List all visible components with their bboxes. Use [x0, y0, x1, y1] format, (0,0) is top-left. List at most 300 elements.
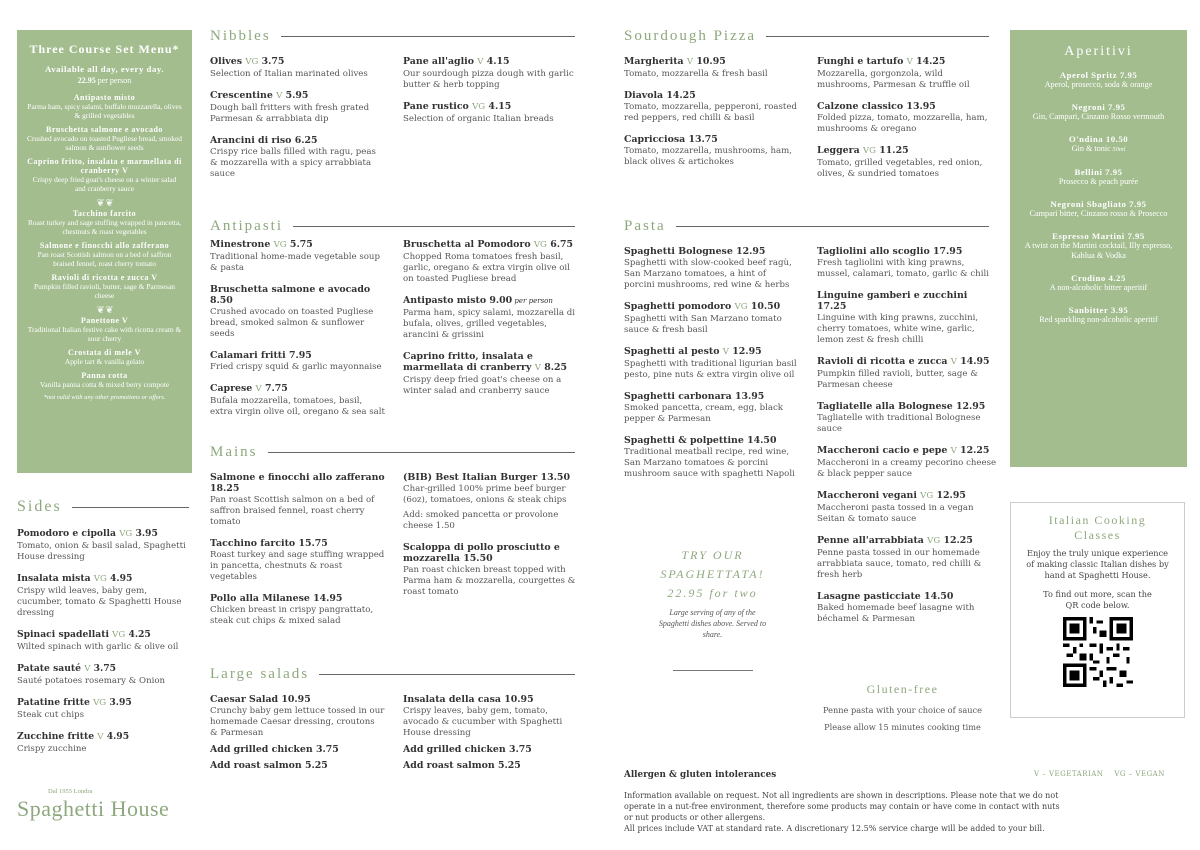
item-desc: Selection of organic Italian breads — [403, 114, 554, 124]
item-title: Margherita — [624, 56, 684, 67]
item-desc: Dough ball fritters with fresh grated Parmesan & arrabbiata dip — [210, 103, 370, 124]
item-desc: Penne pasta tossed in our homemade arrabbiata sauce, tomato, red chilli & fresh herb — [817, 548, 982, 580]
aperitivo-item — [1010, 102, 1187, 122]
item-name — [210, 90, 385, 102]
set-item-name: Bruschetta salmone e avocado — [46, 125, 163, 134]
menu-item — [624, 301, 799, 336]
menu-item — [403, 694, 578, 739]
aperitivo-price: 7.95 — [1127, 231, 1145, 241]
item-desc: Tomato, grilled vegetables, red onion, olives, & sundried tomatoes — [817, 158, 983, 179]
aperitivi-list — [1010, 70, 1187, 325]
aperitivo-desc — [1010, 315, 1187, 325]
set-menu-item — [17, 371, 192, 389]
item-price: 14.50 — [924, 591, 954, 602]
nibbles-left — [210, 56, 385, 190]
item-price: 12.95 — [736, 246, 766, 257]
aperitivo-measure: 50ml — [1110, 146, 1126, 153]
qr-code-icon[interactable] — [1063, 617, 1133, 687]
aperitivo-title: Negroni Sbagliato — [1050, 199, 1127, 209]
aperitivo-title: O'ndina — [1068, 134, 1104, 144]
item-desc: Pan roast Scottish salmon on a bed of saffron braised fennel, roast cherry tomato — [210, 495, 375, 527]
aperitivo-desc-text: Campari bitter, Cinzano rosso & Prosecco — [1029, 209, 1168, 218]
menu-item — [17, 573, 187, 619]
diet-tag: VG — [920, 491, 934, 501]
aperitivo-name — [1010, 102, 1187, 112]
item-price: 7.75 — [265, 383, 288, 394]
item-price: 14.25 — [916, 56, 946, 67]
menu-item — [624, 134, 799, 168]
item-name — [817, 490, 997, 502]
set-menu-starters — [17, 93, 192, 193]
item-name — [624, 301, 799, 313]
antipasti-header — [210, 218, 575, 235]
nibbles-right — [403, 56, 578, 135]
set-menu-item — [17, 348, 192, 366]
menu-item — [817, 56, 997, 91]
menu-item — [210, 383, 385, 418]
diet-tag: VG — [533, 240, 547, 250]
set-menu-item — [17, 157, 192, 193]
aperitivo-item — [1010, 231, 1187, 261]
set-item-name: Panna cotta — [81, 371, 128, 380]
item-name — [17, 629, 187, 641]
item-title: Penne all'arrabbiata — [817, 535, 924, 546]
item-title: Insalata della casa — [403, 694, 501, 705]
item-name — [403, 472, 578, 483]
item-desc: Fried crispy squid & garlic mayonnaise — [210, 362, 382, 372]
salads-header — [210, 666, 575, 683]
item-title: Tagliolini allo scoglio — [817, 246, 930, 257]
item-desc: Crispy wild leaves, baby gem, cucumber, tomato & Spaghetti House dressing — [17, 586, 182, 618]
item-desc: Spaghetti with traditional ligurian basil pesto, pine nuts & extra virgin olive oil — [624, 359, 797, 380]
set-menu-item — [17, 241, 192, 268]
item-desc: Steak cut chips — [17, 710, 85, 720]
menu-item — [624, 391, 799, 425]
item-price: 4.15 — [488, 101, 512, 112]
aperitivo-desc-text: A non-alcoholic bitter aperitif — [1049, 283, 1148, 292]
aperitivo-item — [1010, 134, 1187, 155]
aperitivo-name — [1010, 273, 1187, 283]
set-item-name: Ravioli di ricotta e zucca V — [51, 273, 158, 282]
item-extra: Add: smoked pancetta or provolone cheese 1.50 — [403, 510, 559, 531]
item-title: Lasagne pasticciate — [817, 591, 921, 602]
item-name — [403, 744, 578, 755]
aperitivo-name — [1010, 167, 1187, 177]
menu-item — [624, 346, 799, 381]
menu-item — [210, 593, 385, 627]
diet-tag: VG — [862, 146, 876, 156]
aperitivo-item — [1010, 70, 1187, 90]
item-price: 17.25 — [817, 301, 847, 312]
item-price: 10.95 — [696, 56, 726, 67]
diet-tag: V — [477, 57, 484, 67]
item-name — [403, 295, 578, 307]
menu-item — [17, 629, 187, 653]
menu-item — [624, 90, 799, 124]
item-price: 3.75 — [508, 744, 532, 755]
item-price: 5.25 — [497, 760, 521, 771]
item-name — [210, 135, 385, 146]
gluten-free-title: Gluten-free — [866, 682, 939, 696]
item-desc: Tomato, mozzarella, pepperoni, roasted red peppers, red chilli & basil — [624, 102, 797, 123]
allergen-title: Allergen & gluten intolerances — [624, 770, 777, 780]
item-price: 15.50 — [463, 553, 493, 564]
item-title: Spaghetti Bolognese — [624, 246, 733, 257]
item-name — [210, 383, 385, 395]
menu-item — [817, 101, 997, 135]
item-price: 13.95 — [906, 101, 936, 112]
item-title: Tacchino farcito — [210, 538, 296, 549]
item-title: Capricciosa — [624, 134, 686, 145]
item-price: 17.95 — [933, 246, 963, 257]
item-title: Patate sauté — [17, 663, 81, 674]
menu-item — [624, 435, 799, 480]
set-item-desc: Pumpkin filled ravioli, butter, sage & Parmesan cheese — [34, 282, 175, 300]
set-menu-subtitle: Available all day, every day. — [45, 64, 164, 74]
item-price: 3.95 — [109, 697, 132, 708]
menu-item — [403, 351, 578, 397]
aperitivo-price: 7.95 — [1129, 199, 1147, 209]
aperitivo-item — [1010, 273, 1187, 293]
item-name — [817, 591, 997, 602]
set-item-desc: Roast turkey and sage stuffing wrapped in pancetta, chestnuts & roast vegetables — [28, 218, 181, 236]
diet-tag: V — [255, 384, 262, 394]
menu-item — [624, 56, 799, 80]
item-price: 10.95 — [504, 694, 534, 705]
item-desc: Traditional meatball recipe, red wine, San Marzano tomatoes & porcini mushroom sauce with spaghetti Napoli — [624, 447, 795, 479]
diet-tag: V — [534, 363, 541, 373]
item-title: Maccheroni vegani — [817, 490, 917, 501]
item-price: 18.25 — [210, 483, 240, 494]
diet-tag: V — [722, 347, 729, 357]
item-title: Antipasto misto — [403, 295, 487, 306]
aperitivo-desc — [1010, 80, 1187, 90]
aperitivo-item — [1010, 199, 1187, 219]
item-desc: Tomato, onion & basil salad, Spaghetti House dressing — [17, 541, 186, 562]
set-item-desc: Parma ham, spicy salami, buffalo mozzarella, olives & grilled vegetables — [27, 102, 182, 120]
diet-tag: VG — [927, 536, 941, 546]
aperitivi-box — [1010, 30, 1187, 467]
item-name — [210, 760, 385, 771]
item-title: Pane all'aglio — [403, 56, 474, 67]
set-item-name: Tacchino farcito — [72, 209, 137, 218]
item-desc: Traditional home-made vegetable soup & pasta — [210, 252, 380, 273]
item-price: 15.75 — [298, 538, 328, 549]
aperitivo-title: Crodino — [1071, 273, 1106, 283]
menu-item — [403, 239, 578, 285]
item-price: 4.15 — [486, 56, 510, 67]
item-desc: Selection of Italian marinated olives — [210, 69, 368, 79]
aperitivo-price: 4.25 — [1108, 273, 1126, 283]
item-price: 7.95 — [288, 350, 312, 361]
set-menu-mains — [17, 209, 192, 300]
item-desc: Spaghetti with San Marzano tomato sauce & fresh basil — [624, 314, 782, 335]
diet-tag: VG — [112, 630, 126, 640]
item-title: Spaghetti & polpettine — [624, 435, 744, 446]
aperitivo-price: 7.95 — [1107, 102, 1126, 112]
aperitivo-desc — [1010, 177, 1187, 187]
cooking-cta: To find out more, scan the QR code below. — [1043, 589, 1152, 610]
pizza-right — [817, 56, 997, 190]
menu-item — [210, 350, 385, 373]
allergen-text1: Information available on request. Not all ingredients are shown in descriptions. Please note that we do not operate in a nut-free environment, therefore some products may contain or have come in contact with nuts or nut products or other allergens. — [624, 791, 1060, 822]
item-desc: Smoked pancetta, cream, egg, black pepper & Parmesan — [624, 403, 783, 424]
item-name — [403, 760, 578, 771]
mains-title: Mains — [210, 444, 258, 460]
item-desc: Tomato, mozzarella & fresh basil — [624, 69, 768, 79]
item-price: 5.25 — [304, 760, 328, 771]
spaghettata-divider — [673, 670, 753, 671]
item-name — [17, 697, 187, 709]
item-title: Diavola — [624, 90, 664, 101]
aperitivo-desc — [1010, 144, 1187, 155]
item-title: Salmone e finocchi allo zafferano — [210, 472, 385, 483]
diet-legend: V – VEGETARIAN VG – VEGAN — [1034, 770, 1165, 778]
set-menu-item — [17, 273, 192, 300]
aperitivo-desc-text: Gin, Campari, Cinzano Rosso vermouth — [1032, 112, 1165, 121]
item-title: Add grilled chicken — [210, 744, 313, 755]
item-name — [403, 542, 578, 564]
set-item-desc: Vanilla panna cotta & mixed berry compote — [39, 380, 170, 389]
item-name — [624, 435, 799, 446]
item-desc: Fresh tagliolini with king prawns, mussel, calamari, tomato, garlic & chili — [817, 258, 989, 279]
item-desc: Tomato, mozzarella, mushrooms, ham, black olives & artichokes — [624, 146, 793, 167]
menu-item — [210, 760, 385, 771]
sides-header — [17, 498, 189, 516]
menu-item — [17, 731, 187, 755]
pasta-left — [624, 246, 799, 490]
menu-item — [817, 535, 997, 581]
set-item-name: Caprino fritto, insalata e marmellata di cranberry V — [27, 157, 182, 175]
menu-item — [403, 101, 578, 125]
item-title: Bruschetta al Pomodoro — [403, 239, 531, 250]
aperitivo-name — [1010, 231, 1187, 241]
item-name — [817, 535, 997, 547]
item-title: Minestrone — [210, 239, 271, 250]
item-price: 14.95 — [313, 593, 343, 604]
item-name — [624, 56, 799, 68]
antipasti-title: Antipasti — [210, 218, 283, 234]
item-desc: Spaghetti with slow-cooked beef ragù, San Marzano tomatoes, a hint of porcini mushrooms, red wine & herbs — [624, 258, 792, 290]
item-name — [624, 346, 799, 358]
item-price: 3.95 — [135, 528, 158, 539]
menu-item — [817, 290, 997, 346]
item-name — [817, 445, 997, 457]
pizza-header — [624, 28, 989, 45]
item-price: 3.75 — [315, 744, 339, 755]
aperitivo-name — [1010, 199, 1187, 209]
pizza-left — [624, 56, 799, 178]
item-price: 12.95 — [955, 401, 986, 412]
menu-item — [403, 56, 578, 91]
item-name — [17, 573, 187, 585]
item-desc: Crunchy baby gem lettuce tossed in our homemade Caesar dressing, croutons & Parmesan — [210, 706, 385, 738]
spaghettata-line3: 22.95 for two — [667, 586, 758, 600]
set-item-name: Crostata di mele V — [68, 348, 141, 357]
item-price: 8.50 — [210, 295, 233, 306]
item-price: 6.25 — [294, 135, 318, 146]
set-item-desc: Crispy deep fried goat's cheese on a winter salad and cranberry sauce — [32, 175, 177, 193]
item-price: 12.25 — [960, 445, 990, 456]
spaghettata-line1: TRY OUR — [681, 548, 744, 562]
menu-item — [403, 295, 578, 341]
set-menu-note: *not valid with any other promotions or offers. — [43, 394, 166, 401]
item-title: Calamari fritti — [210, 350, 286, 361]
item-name — [624, 134, 799, 145]
item-name — [210, 284, 385, 306]
item-title: Olives — [210, 56, 242, 67]
menu-item — [210, 694, 385, 739]
set-item-desc: Apple tart & vanilla gelato — [64, 357, 145, 366]
item-price: 13.50 — [540, 472, 570, 483]
aperitivo-desc-text: A twist on the Martini cocktail, Illy espresso, Kahlua & Vodka — [1024, 241, 1173, 260]
item-name — [817, 356, 997, 368]
aperitivo-title: Sanbitter — [1068, 305, 1109, 315]
sides-list — [17, 528, 187, 765]
item-price: 4.25 — [128, 629, 151, 640]
set-menu-per-person: per person — [97, 76, 132, 85]
item-name — [817, 401, 997, 412]
item-desc: Char-grilled 100% prime beef burger (6oz), tomatoes, onions & steak chips — [403, 484, 567, 505]
antipasti-right — [403, 239, 578, 407]
item-price: 14.50 — [747, 435, 777, 446]
pasta-right — [817, 246, 997, 635]
item-price: 3.75 — [93, 663, 117, 674]
item-title: Leggera — [817, 145, 860, 156]
allergen-text2: All prices include VAT at standard rate. A discretionary 12.5% service charge will be added to your bill. — [624, 824, 1045, 833]
set-item-desc: Traditional Italian festive cake with ricotta cream & sour cherry — [27, 325, 182, 343]
item-price: 14.95 — [960, 356, 990, 367]
aperitivi-title: Aperitivi — [1064, 44, 1133, 59]
diet-tag: VG — [119, 529, 133, 539]
item-price: 13.75 — [688, 134, 718, 145]
item-name — [403, 351, 578, 374]
antipasti-left — [210, 239, 385, 428]
diet-tag: V — [84, 664, 91, 674]
aperitivo-title: Aperol Spritz — [1059, 70, 1118, 80]
divider-leaf-icon: ❦ ❦ — [96, 305, 113, 316]
aperitivo-title: Espresso Martini — [1052, 231, 1125, 241]
divider-leaf-icon: ❦ ❦ — [96, 198, 113, 209]
per-person-note: per person — [512, 297, 553, 305]
item-price: 12.25 — [943, 535, 973, 546]
brand-est: Dal 1955 Londra — [48, 788, 93, 795]
item-desc: Parma ham, spicy salami, mozzarella di bufala, olives, grilled vegetables, arancini & grissini — [403, 308, 576, 340]
item-price: 4.95 — [106, 731, 130, 742]
item-title: Pane rustico — [403, 101, 469, 112]
mains-left — [210, 472, 385, 637]
item-title: Add roast salmon — [403, 760, 495, 771]
item-title: Funghi e tartufo — [817, 56, 904, 67]
menu-item — [817, 490, 997, 525]
set-menu-price: 22.95 — [77, 76, 96, 85]
item-name — [624, 90, 799, 101]
diet-tag: VG — [472, 102, 486, 112]
item-price: 11.25 — [879, 145, 909, 156]
diet-tag: V — [276, 91, 283, 101]
item-desc: Our sourdough pizza dough with garlic butter & herb topping — [403, 69, 574, 90]
sides-title: Sides — [17, 498, 62, 515]
item-title: Maccheroni cacio e pepe — [817, 445, 948, 456]
aperitivo-price: 10.50 — [1105, 134, 1129, 144]
cooking-classes-box — [1010, 502, 1185, 718]
item-title: Calzone classico — [817, 101, 904, 112]
aperitivo-desc — [1010, 283, 1187, 293]
menu-item — [17, 697, 187, 721]
item-name — [817, 101, 997, 112]
aperitivo-name — [1010, 305, 1187, 315]
item-desc: Crispy rice balls filled with ragu, peas & mozzarella with a spicy arrabbiata sauce — [210, 147, 376, 179]
item-price: 9.00 — [489, 295, 513, 306]
aperitivo-desc — [1010, 209, 1187, 219]
aperitivo-desc-text: Red sparkling non-alcoholic aperitif — [1039, 315, 1158, 324]
salads-left — [210, 694, 385, 776]
spaghettata-promo — [640, 548, 785, 671]
item-desc: Pan roast chicken breast topped with Parma ham & mozzarella, courgettes & roast tomato — [403, 565, 576, 597]
item-title: Bruschetta salmone e avocado — [210, 284, 371, 295]
menu-item — [210, 239, 385, 274]
nibbles-title: Nibbles — [210, 28, 271, 44]
item-desc: Chopped Roma tomatoes fresh basil, garlic, oregano & extra virgin olive oil on toasted Pugliese bread — [403, 252, 570, 284]
item-price: 6.75 — [550, 239, 574, 250]
set-menu-box — [17, 30, 192, 473]
set-item-name: Panettone V — [80, 316, 129, 325]
item-name — [817, 290, 997, 312]
item-name — [17, 663, 187, 675]
item-name — [210, 350, 385, 361]
item-name — [210, 472, 385, 494]
item-desc: Roast turkey and sage stuffing wrapped in pancetta, chestnuts & roast vegetables — [210, 550, 385, 582]
aperitivo-name — [1010, 134, 1187, 144]
set-item-desc: Pan roast Scottish salmon on a bed of saffron braised fennel, roast cherry tomato — [37, 250, 172, 268]
salads-right — [403, 694, 578, 776]
item-desc: Bufala mozzarella, tomatoes, basil, extra virgin olive oil, oregano & sea salt — [210, 396, 385, 417]
set-menu-price-line — [17, 76, 192, 85]
menu-item — [210, 90, 385, 125]
item-title: Spaghetti carbonara — [624, 391, 732, 402]
item-price: 8.25 — [544, 362, 568, 373]
diet-tag: V — [97, 732, 104, 742]
item-title: Caprino fritto, insalata e marmellata di cranberry — [403, 351, 533, 373]
menu-item — [817, 145, 997, 180]
aperitivo-price: 7.95 — [1105, 167, 1123, 177]
menu-item — [17, 663, 187, 687]
item-desc: Maccheroni pasta tossed in a vegan Seitan & tomato sauce — [817, 503, 974, 524]
item-title: Scaloppa di pollo prosciutto e mozzarella — [403, 542, 560, 564]
item-desc: Wilted spinach with garlic & olive oil — [17, 642, 179, 652]
gluten-free-line2: Please allow 15 minutes cooking time — [824, 722, 981, 732]
set-menu-item — [17, 209, 192, 236]
mains-right — [403, 472, 578, 608]
item-price: 13.95 — [734, 391, 765, 402]
menu-item — [817, 445, 997, 480]
brand-logo: Spaghetti House — [17, 796, 170, 821]
item-name — [210, 694, 385, 705]
aperitivo-title: Negroni — [1071, 102, 1106, 112]
menu-item — [817, 401, 997, 435]
menu-item — [210, 135, 385, 180]
item-title: Spinaci spadellati — [17, 629, 109, 640]
menu-item — [817, 591, 997, 625]
item-name — [624, 246, 799, 257]
item-price: 3.75 — [261, 56, 285, 67]
item-desc: Maccheroni in a creamy pecorino cheese & black pepper sauce — [817, 458, 997, 479]
diet-tag: V — [950, 357, 957, 367]
item-name — [403, 694, 578, 705]
menu-item — [403, 760, 578, 771]
set-menu-item — [17, 316, 192, 343]
menu-item — [624, 246, 799, 291]
